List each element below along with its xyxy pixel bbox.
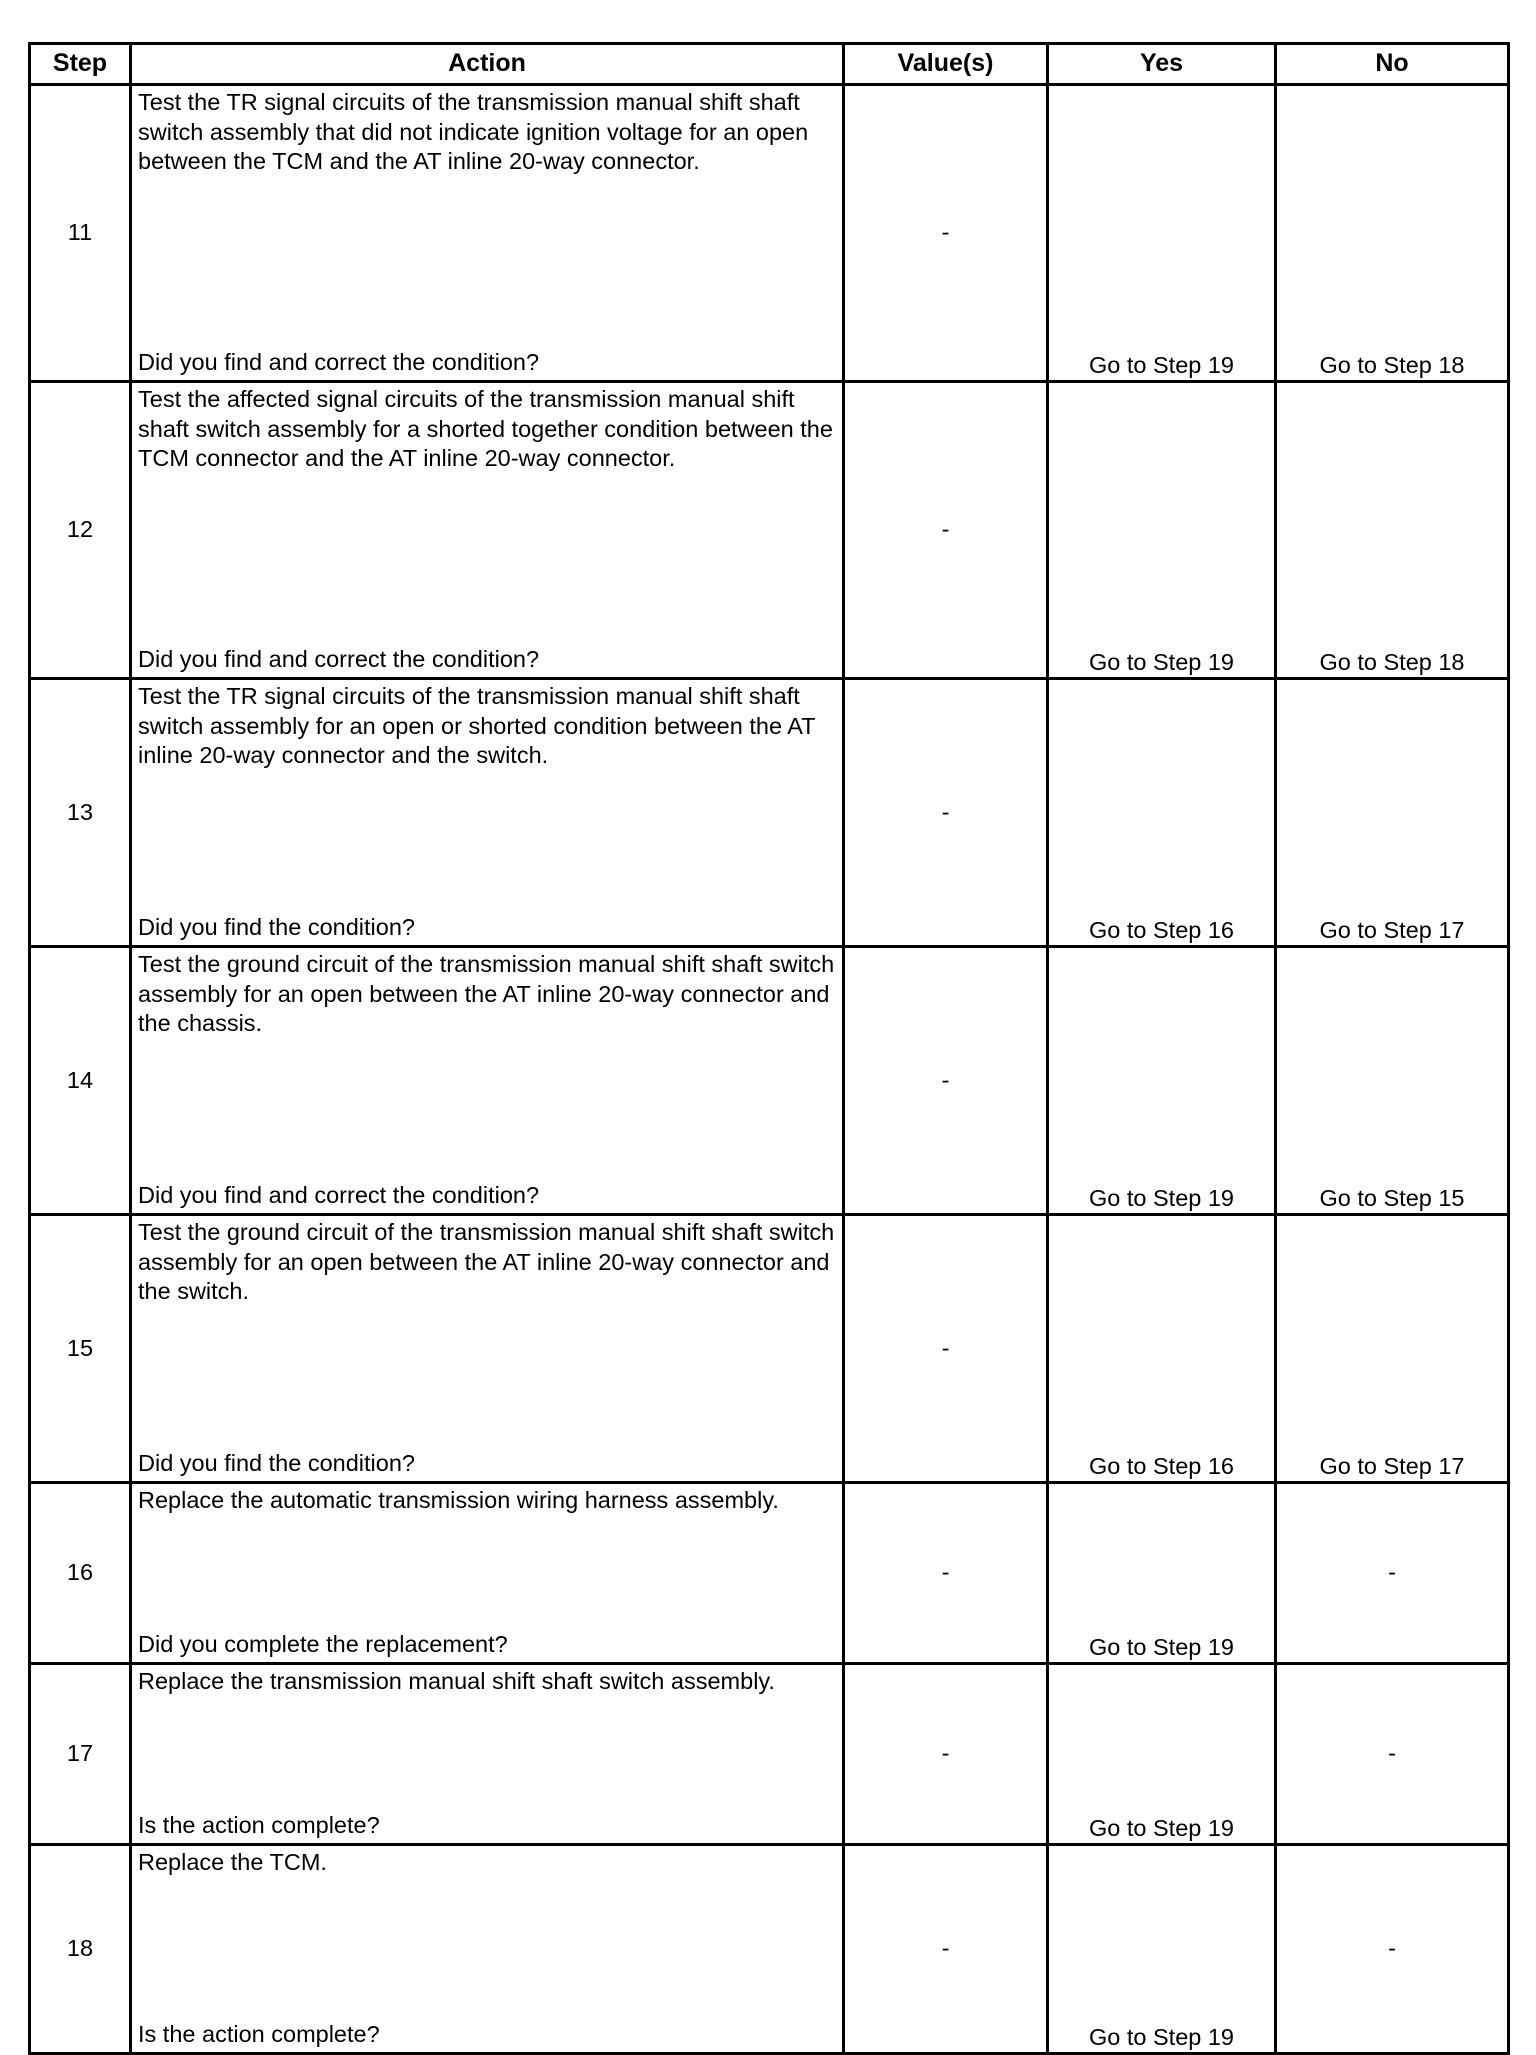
step-number: 11 bbox=[30, 85, 131, 382]
header-values: Value(s) bbox=[844, 44, 1048, 85]
action-instruction: Test the ground circuit of the transmission manual shift shaft switch assembly for an open between the AT inline 20-way connector and the switch. bbox=[138, 1219, 835, 1304]
yes-cell: Go to Step 19 bbox=[1048, 1664, 1276, 1845]
step-number: 13 bbox=[30, 679, 131, 947]
yes-cell: Go to Step 19 bbox=[1048, 1845, 1276, 2054]
header-yes: Yes bbox=[1048, 44, 1276, 85]
yes-cell: Go to Step 19 bbox=[1048, 947, 1276, 1215]
action-question: Did you complete the replacement? bbox=[138, 1630, 508, 1657]
action-question: Did you find and correct the condition? bbox=[138, 348, 540, 375]
no-cell: - bbox=[1276, 1664, 1509, 1845]
value-cell: - bbox=[844, 382, 1048, 679]
action-cell bbox=[131, 1215, 844, 1483]
action-question: Did you find the condition? bbox=[138, 1449, 415, 1476]
value-cell: - bbox=[844, 1845, 1048, 2054]
action-instruction: Replace the TCM. bbox=[138, 1849, 327, 1875]
action-cell bbox=[131, 1483, 844, 1664]
step-number: 16 bbox=[30, 1483, 131, 1664]
step-number: 14 bbox=[30, 947, 131, 1215]
action-cell bbox=[131, 679, 844, 947]
value-cell: - bbox=[844, 679, 1048, 947]
yes-cell: Go to Step 16 bbox=[1048, 679, 1276, 947]
table-row bbox=[30, 1483, 1509, 1664]
step-number: 18 bbox=[30, 1845, 131, 2054]
action-question: Did you find and correct the condition? bbox=[138, 645, 540, 672]
action-cell bbox=[131, 947, 844, 1215]
no-cell: Go to Step 17 bbox=[1276, 1215, 1509, 1483]
table-row bbox=[30, 382, 1509, 679]
action-question: Is the action complete? bbox=[138, 2020, 380, 2047]
yes-cell: Go to Step 19 bbox=[1048, 85, 1276, 382]
yes-cell: Go to Step 19 bbox=[1048, 382, 1276, 679]
value-cell: - bbox=[844, 947, 1048, 1215]
action-cell bbox=[131, 382, 844, 679]
yes-cell: Go to Step 16 bbox=[1048, 1215, 1276, 1483]
table-row bbox=[30, 1845, 1509, 2054]
header-no: No bbox=[1276, 44, 1509, 85]
action-question: Is the action complete? bbox=[138, 1811, 380, 1838]
action-instruction: Test the TR signal circuits of the transmission manual shift shaft switch assembly that did not indicate ignition voltage for an open between the TCM and the AT inline 20-way connector. bbox=[138, 89, 809, 174]
action-cell bbox=[131, 85, 844, 382]
action-cell bbox=[131, 1664, 844, 1845]
action-instruction: Test the TR signal circuits of the transmission manual shift shaft switch assembly for an open or shorted condition between the AT inline 20-way connector and the switch. bbox=[138, 683, 816, 768]
action-question: Did you find the condition? bbox=[138, 913, 415, 940]
value-cell: - bbox=[844, 85, 1048, 382]
no-cell: Go to Step 18 bbox=[1276, 382, 1509, 679]
action-cell bbox=[131, 1845, 844, 2054]
header-step: Step bbox=[30, 44, 131, 85]
no-cell: Go to Step 17 bbox=[1276, 679, 1509, 947]
diagnostic-steps-table bbox=[28, 42, 1510, 2055]
step-number: 17 bbox=[30, 1664, 131, 1845]
step-number: 12 bbox=[30, 382, 131, 679]
action-instruction: Test the ground circuit of the transmission manual shift shaft switch assembly for an open between the AT inline 20-way connector and the chassis. bbox=[138, 951, 835, 1036]
action-instruction: Replace the automatic transmission wiring harness assembly. bbox=[138, 1487, 779, 1513]
step-number: 15 bbox=[30, 1215, 131, 1483]
action-question: Did you find and correct the condition? bbox=[138, 1181, 540, 1208]
action-instruction: Replace the transmission manual shift shaft switch assembly. bbox=[138, 1668, 775, 1694]
value-cell: - bbox=[844, 1215, 1048, 1483]
no-cell: Go to Step 15 bbox=[1276, 947, 1509, 1215]
table-row bbox=[30, 1215, 1509, 1483]
table-row bbox=[30, 947, 1509, 1215]
no-cell: - bbox=[1276, 1845, 1509, 2054]
table-row bbox=[30, 679, 1509, 947]
yes-cell: Go to Step 19 bbox=[1048, 1483, 1276, 1664]
table-row bbox=[30, 1664, 1509, 1845]
header-action: Action bbox=[131, 44, 844, 85]
header-row bbox=[30, 44, 1509, 85]
value-cell: - bbox=[844, 1664, 1048, 1845]
no-cell: - bbox=[1276, 1483, 1509, 1664]
no-cell: Go to Step 18 bbox=[1276, 85, 1509, 382]
action-instruction: Test the affected signal circuits of the transmission manual shift shaft switch assembly for a shorted together condition between the TCM connector and the AT inline 20-way connector. bbox=[138, 386, 833, 471]
value-cell: - bbox=[844, 1483, 1048, 1664]
table-row bbox=[30, 85, 1509, 382]
